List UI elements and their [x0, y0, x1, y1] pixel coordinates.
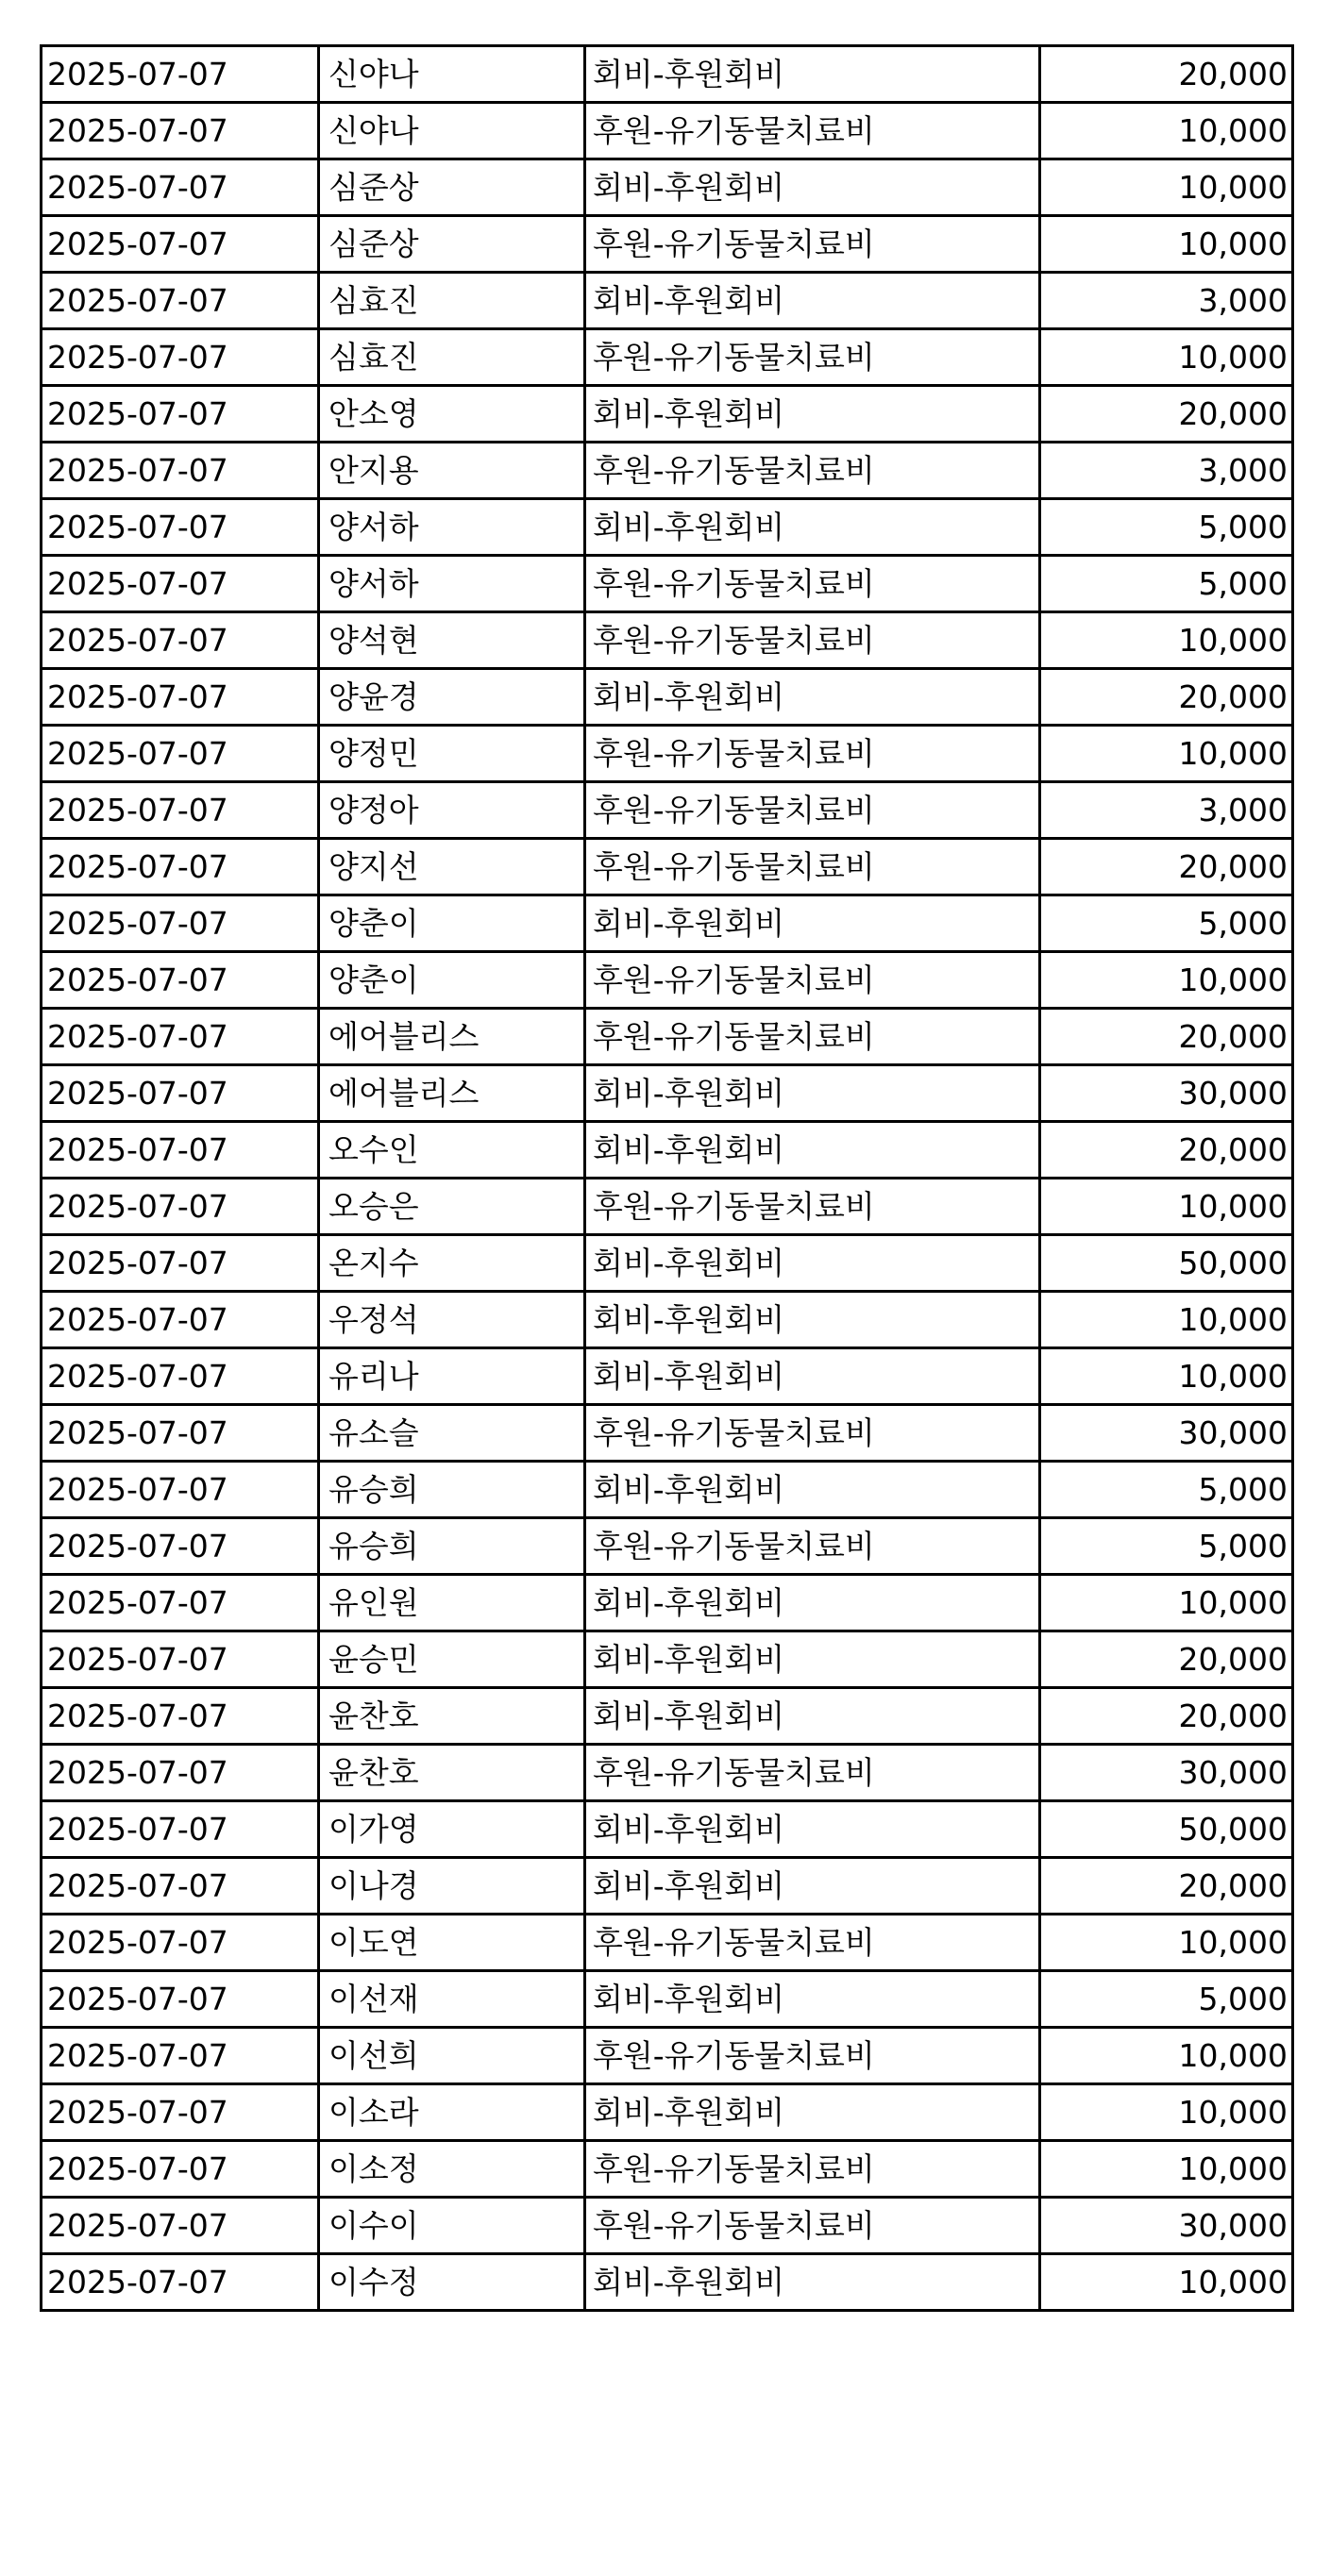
category-cell: 회비-후원회비 [585, 1292, 1040, 1348]
category-cell: 후원-유기동물치료비 [585, 2028, 1040, 2084]
date-cell: 2025-07-07 [42, 103, 319, 159]
amount-cell: 5,000 [1040, 1518, 1293, 1575]
donor-name-cell: 이소라 [319, 2084, 585, 2141]
category-cell: 회비-후원회비 [585, 159, 1040, 216]
date-cell: 2025-07-07 [42, 1745, 319, 1801]
table-row [42, 556, 1293, 612]
date-cell: 2025-07-07 [42, 386, 319, 443]
table-row [42, 2028, 1293, 2084]
category-cell: 후원-유기동물치료비 [585, 1179, 1040, 1235]
date-cell: 2025-07-07 [42, 2084, 319, 2141]
date-cell: 2025-07-07 [42, 1858, 319, 1915]
date-cell: 2025-07-07 [42, 895, 319, 952]
table-row [42, 1009, 1293, 1065]
table-row [42, 726, 1293, 782]
amount-cell: 10,000 [1040, 2084, 1293, 2141]
table-row [42, 2198, 1293, 2254]
amount-cell: 20,000 [1040, 386, 1293, 443]
category-cell: 후원-유기동물치료비 [585, 612, 1040, 669]
table-row [42, 46, 1293, 103]
date-cell: 2025-07-07 [42, 1065, 319, 1122]
donor-name-cell: 신야나 [319, 103, 585, 159]
date-cell: 2025-07-07 [42, 329, 319, 386]
table-row [42, 1801, 1293, 1858]
table-row [42, 273, 1293, 329]
table-row [42, 895, 1293, 952]
category-cell: 회비-후원회비 [585, 669, 1040, 726]
table-row [42, 443, 1293, 499]
donor-name-cell: 윤찬호 [319, 1688, 585, 1745]
date-cell: 2025-07-07 [42, 2028, 319, 2084]
table-row [42, 2141, 1293, 2198]
date-cell: 2025-07-07 [42, 556, 319, 612]
table-row [42, 103, 1293, 159]
category-cell: 후원-유기동물치료비 [585, 782, 1040, 839]
table-row [42, 1292, 1293, 1348]
date-cell: 2025-07-07 [42, 2141, 319, 2198]
category-cell: 후원-유기동물치료비 [585, 2141, 1040, 2198]
date-cell: 2025-07-07 [42, 669, 319, 726]
donor-name-cell: 이선희 [319, 2028, 585, 2084]
date-cell: 2025-07-07 [42, 1009, 319, 1065]
category-cell: 후원-유기동물치료비 [585, 1915, 1040, 1971]
donor-name-cell: 양윤경 [319, 669, 585, 726]
category-cell: 후원-유기동물치료비 [585, 1405, 1040, 1462]
table-row [42, 839, 1293, 895]
amount-cell: 30,000 [1040, 1405, 1293, 1462]
category-cell: 회비-후원회비 [585, 46, 1040, 103]
category-cell: 회비-후원회비 [585, 1462, 1040, 1518]
category-cell: 회비-후원회비 [585, 1858, 1040, 1915]
donor-name-cell: 심효진 [319, 273, 585, 329]
donor-name-cell: 윤찬호 [319, 1745, 585, 1801]
date-cell: 2025-07-07 [42, 499, 319, 556]
category-cell: 회비-후원회비 [585, 1122, 1040, 1179]
category-cell: 회비-후원회비 [585, 1235, 1040, 1292]
donor-name-cell: 양지선 [319, 839, 585, 895]
table-row [42, 952, 1293, 1009]
donor-name-cell: 양춘이 [319, 952, 585, 1009]
amount-cell: 10,000 [1040, 2141, 1293, 2198]
amount-cell: 5,000 [1040, 1971, 1293, 2028]
donor-name-cell: 이나경 [319, 1858, 585, 1915]
table-row [42, 1235, 1293, 1292]
table-row [42, 1179, 1293, 1235]
table-row [42, 2084, 1293, 2141]
amount-cell: 3,000 [1040, 443, 1293, 499]
donor-name-cell: 우정석 [319, 1292, 585, 1348]
table-row [42, 2254, 1293, 2311]
category-cell: 후원-유기동물치료비 [585, 2198, 1040, 2254]
date-cell: 2025-07-07 [42, 2198, 319, 2254]
date-cell: 2025-07-07 [42, 1801, 319, 1858]
amount-cell: 10,000 [1040, 159, 1293, 216]
category-cell: 후원-유기동물치료비 [585, 1745, 1040, 1801]
table-row [42, 1631, 1293, 1688]
table-row [42, 1348, 1293, 1405]
amount-cell: 10,000 [1040, 329, 1293, 386]
table-row [42, 1518, 1293, 1575]
donor-name-cell: 윤승민 [319, 1631, 585, 1688]
amount-cell: 50,000 [1040, 1801, 1293, 1858]
donor-name-cell: 유소슬 [319, 1405, 585, 1462]
date-cell: 2025-07-07 [42, 1518, 319, 1575]
donor-name-cell: 양서하 [319, 556, 585, 612]
date-cell: 2025-07-07 [42, 159, 319, 216]
donor-name-cell: 안지용 [319, 443, 585, 499]
date-cell: 2025-07-07 [42, 443, 319, 499]
donor-name-cell: 에어블리스 [319, 1009, 585, 1065]
category-cell: 회비-후원회비 [585, 1801, 1040, 1858]
category-cell: 후원-유기동물치료비 [585, 216, 1040, 273]
donor-name-cell: 심준상 [319, 216, 585, 273]
table-row [42, 1405, 1293, 1462]
donor-name-cell: 이가영 [319, 1801, 585, 1858]
donor-name-cell: 심효진 [319, 329, 585, 386]
donor-name-cell: 이선재 [319, 1971, 585, 2028]
donor-name-cell: 양춘이 [319, 895, 585, 952]
donor-name-cell: 심준상 [319, 159, 585, 216]
amount-cell: 20,000 [1040, 1631, 1293, 1688]
table-row [42, 159, 1293, 216]
category-cell: 회비-후원회비 [585, 386, 1040, 443]
date-cell: 2025-07-07 [42, 1688, 319, 1745]
amount-cell: 3,000 [1040, 273, 1293, 329]
amount-cell: 20,000 [1040, 839, 1293, 895]
donor-name-cell: 유승희 [319, 1462, 585, 1518]
category-cell: 회비-후원회비 [585, 1575, 1040, 1631]
donor-name-cell: 유승희 [319, 1518, 585, 1575]
amount-cell: 5,000 [1040, 499, 1293, 556]
category-cell: 후원-유기동물치료비 [585, 1518, 1040, 1575]
table-row [42, 1915, 1293, 1971]
date-cell: 2025-07-07 [42, 273, 319, 329]
table-row [42, 499, 1293, 556]
amount-cell: 50,000 [1040, 1235, 1293, 1292]
date-cell: 2025-07-07 [42, 1631, 319, 1688]
category-cell: 후원-유기동물치료비 [585, 103, 1040, 159]
amount-cell: 20,000 [1040, 46, 1293, 103]
amount-cell: 20,000 [1040, 1122, 1293, 1179]
table-row [42, 386, 1293, 443]
amount-cell: 20,000 [1040, 1688, 1293, 1745]
donor-name-cell: 양석현 [319, 612, 585, 669]
category-cell: 후원-유기동물치료비 [585, 952, 1040, 1009]
amount-cell: 10,000 [1040, 612, 1293, 669]
date-cell: 2025-07-07 [42, 1971, 319, 2028]
table-row [42, 1971, 1293, 2028]
category-cell: 회비-후원회비 [585, 2084, 1040, 2141]
category-cell: 회비-후원회비 [585, 2254, 1040, 2311]
table-row [42, 1065, 1293, 1122]
category-cell: 후원-유기동물치료비 [585, 726, 1040, 782]
donor-name-cell: 이수이 [319, 2198, 585, 2254]
amount-cell: 10,000 [1040, 2028, 1293, 2084]
category-cell: 후원-유기동물치료비 [585, 443, 1040, 499]
category-cell: 후원-유기동물치료비 [585, 1009, 1040, 1065]
date-cell: 2025-07-07 [42, 952, 319, 1009]
table-row [42, 329, 1293, 386]
date-cell: 2025-07-07 [42, 1179, 319, 1235]
amount-cell: 10,000 [1040, 2254, 1293, 2311]
date-cell: 2025-07-07 [42, 46, 319, 103]
amount-cell: 5,000 [1040, 1462, 1293, 1518]
amount-cell: 30,000 [1040, 2198, 1293, 2254]
table-row [42, 612, 1293, 669]
amount-cell: 10,000 [1040, 1179, 1293, 1235]
amount-cell: 10,000 [1040, 1292, 1293, 1348]
amount-cell: 10,000 [1040, 1575, 1293, 1631]
category-cell: 회비-후원회비 [585, 1631, 1040, 1688]
donation-ledger-table [40, 44, 1294, 2312]
date-cell: 2025-07-07 [42, 1405, 319, 1462]
donor-name-cell: 신야나 [319, 46, 585, 103]
category-cell: 후원-유기동물치료비 [585, 839, 1040, 895]
donor-name-cell: 오수인 [319, 1122, 585, 1179]
amount-cell: 20,000 [1040, 1858, 1293, 1915]
table-row [42, 1745, 1293, 1801]
amount-cell: 20,000 [1040, 669, 1293, 726]
date-cell: 2025-07-07 [42, 612, 319, 669]
donor-name-cell: 양서하 [319, 499, 585, 556]
category-cell: 회비-후원회비 [585, 1971, 1040, 2028]
date-cell: 2025-07-07 [42, 1235, 319, 1292]
amount-cell: 30,000 [1040, 1065, 1293, 1122]
amount-cell: 10,000 [1040, 1348, 1293, 1405]
date-cell: 2025-07-07 [42, 1915, 319, 1971]
category-cell: 회비-후원회비 [585, 273, 1040, 329]
amount-cell: 5,000 [1040, 895, 1293, 952]
table-row [42, 216, 1293, 273]
amount-cell: 10,000 [1040, 952, 1293, 1009]
category-cell: 회비-후원회비 [585, 1688, 1040, 1745]
donor-name-cell: 안소영 [319, 386, 585, 443]
amount-cell: 10,000 [1040, 1915, 1293, 1971]
table-row [42, 1858, 1293, 1915]
amount-cell: 3,000 [1040, 782, 1293, 839]
donor-name-cell: 이도연 [319, 1915, 585, 1971]
donor-name-cell: 온지수 [319, 1235, 585, 1292]
donor-name-cell: 양정아 [319, 782, 585, 839]
donor-name-cell: 유리나 [319, 1348, 585, 1405]
date-cell: 2025-07-07 [42, 782, 319, 839]
donor-name-cell: 에어블리스 [319, 1065, 585, 1122]
donor-name-cell: 이수정 [319, 2254, 585, 2311]
amount-cell: 10,000 [1040, 103, 1293, 159]
date-cell: 2025-07-07 [42, 2254, 319, 2311]
date-cell: 2025-07-07 [42, 1575, 319, 1631]
table-row [42, 782, 1293, 839]
category-cell: 회비-후원회비 [585, 895, 1040, 952]
amount-cell: 20,000 [1040, 1009, 1293, 1065]
category-cell: 회비-후원회비 [585, 1348, 1040, 1405]
table-row [42, 1688, 1293, 1745]
amount-cell: 30,000 [1040, 1745, 1293, 1801]
table-row [42, 1122, 1293, 1179]
donor-name-cell: 유인원 [319, 1575, 585, 1631]
table-row [42, 669, 1293, 726]
date-cell: 2025-07-07 [42, 839, 319, 895]
category-cell: 회비-후원회비 [585, 499, 1040, 556]
ledger-body [42, 46, 1293, 2311]
amount-cell: 10,000 [1040, 726, 1293, 782]
donor-name-cell: 양정민 [319, 726, 585, 782]
category-cell: 회비-후원회비 [585, 1065, 1040, 1122]
donor-name-cell: 오승은 [319, 1179, 585, 1235]
date-cell: 2025-07-07 [42, 1122, 319, 1179]
amount-cell: 10,000 [1040, 216, 1293, 273]
table-row [42, 1575, 1293, 1631]
date-cell: 2025-07-07 [42, 726, 319, 782]
table-row [42, 1462, 1293, 1518]
date-cell: 2025-07-07 [42, 1292, 319, 1348]
date-cell: 2025-07-07 [42, 1348, 319, 1405]
date-cell: 2025-07-07 [42, 216, 319, 273]
donor-name-cell: 이소정 [319, 2141, 585, 2198]
category-cell: 후원-유기동물치료비 [585, 556, 1040, 612]
amount-cell: 5,000 [1040, 556, 1293, 612]
date-cell: 2025-07-07 [42, 1462, 319, 1518]
category-cell: 후원-유기동물치료비 [585, 329, 1040, 386]
